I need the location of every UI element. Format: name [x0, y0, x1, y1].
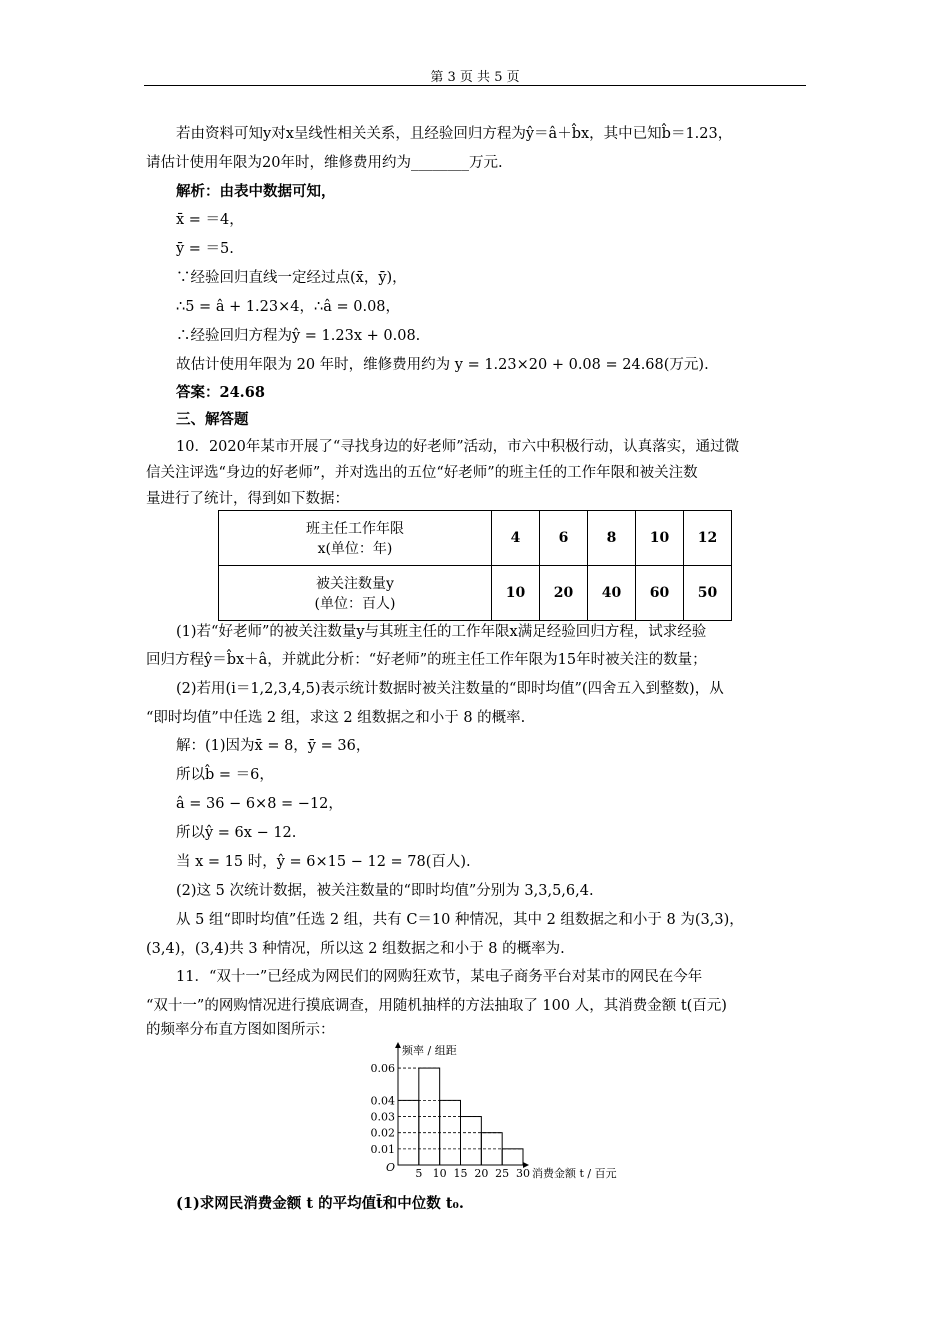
q10-part2-1: (2)若用(i＝1,2,3,4,5)表示统计数据时被关注数量的“即时均值”(四舍五入到整数)，从: [176, 681, 724, 697]
y-tick-label: 0.04: [370, 1094, 395, 1108]
x-tick-label: 25: [495, 1167, 510, 1180]
x-tick-label: 5: [415, 1167, 423, 1180]
y-tick-label: 0.01: [370, 1142, 395, 1156]
row-label-line: x(单位：年): [317, 541, 393, 557]
x-tick-label: 15: [453, 1167, 468, 1180]
q10-solution-6: (2)这 5 次统计数据，被关注数量的“即时均值”分别为 3,3,5,6,4.: [176, 883, 594, 899]
histogram: [360, 1040, 620, 1185]
row-label-line: 被关注数量y: [316, 576, 394, 592]
table-row-label: [219, 566, 492, 621]
solution-label: 解析：由表中数据可知，: [176, 183, 336, 200]
table-row: [219, 566, 732, 621]
table-cell: 12: [684, 511, 732, 566]
q10-part1-2: 回归方程ŷ＝b̂x＋â，并就此分析：“好老师”的班主任工作年限为15年时被关注的数量；: [146, 652, 707, 668]
x-tick-label: 20: [474, 1167, 489, 1180]
x-axis-label: 消费金额 t / 百元: [532, 1167, 617, 1180]
origin-label: O: [386, 1161, 396, 1174]
x-tick-label: 10: [432, 1167, 447, 1180]
solution-step-3: ∴经验回归方程为ŷ = 1.23x + 0.08.: [176, 328, 421, 344]
header-rule: [144, 85, 806, 86]
table-cell: 20: [540, 566, 588, 621]
histogram-bar: [461, 1117, 482, 1165]
table-cell: 10: [636, 511, 684, 566]
table-row-label: [219, 511, 492, 566]
q10-solution-5: 当 x = 15 时，ŷ = 6×15 − 12 = 78(百人).: [176, 854, 471, 870]
chart-bars: [398, 1068, 523, 1165]
q10-text-1: 10．2020年某市开展了“寻找身边的好老师”活动，市六中积极行动，认真落实，通过微: [176, 439, 740, 455]
row-label-line: (单位：百人): [314, 596, 396, 612]
solution-step-2: ∴5 = â + 1.23×4，∴â = 0.08，: [176, 299, 401, 315]
histogram-bar: [502, 1149, 523, 1165]
solution-step-4: 故估计使用年限为 20 年时，维修费用约为 y = 1.23×20 + 0.08 = 24.68(万元).: [176, 357, 709, 373]
table-cell: 50: [684, 566, 732, 621]
section-heading: 三、解答题: [176, 411, 249, 428]
table-cell: 4: [492, 511, 540, 566]
q11-part1: (1)求网民消费金额 t 的平均值t̄和中位数 t₀.: [176, 1195, 464, 1212]
x-tick-labels: [415, 1167, 530, 1180]
q10-solution-4: 所以ŷ = 6x − 12.: [176, 825, 297, 841]
q10-solution-1: 解：(1)因为x̄ = 8，ȳ = 36，: [176, 738, 371, 754]
q10-text-2: 信关注评选“身边的好老师”，并对选出的五位“好老师”的班主任的工作年限和被关注数: [146, 465, 698, 481]
q10-solution-2: 所以b̂ = ＝6，: [176, 767, 274, 783]
table-cell: 8: [588, 511, 636, 566]
y-axis-arrow: [395, 1042, 401, 1048]
x-tick-label: 30: [516, 1167, 530, 1180]
q10-part1-1: (1)若“好老师”的被关注数量y与其班主任的工作年限x满足经验回归方程，试求经验: [176, 624, 707, 640]
table-cell: 10: [492, 566, 540, 621]
table-cell: 40: [588, 566, 636, 621]
q10-part2-2: “即时均值”中任选 2 组，求这 2 组数据之和小于 8 的概率.: [146, 710, 526, 726]
q9-text-1: 若由资料可知y对x呈线性相关关系，且经验回归方程为ŷ＝â＋b̂x，其中已知b̂＝1.23，: [176, 126, 733, 142]
table-row: [219, 511, 732, 566]
answer: 答案：24.68: [176, 384, 265, 401]
solution-ybar: ȳ = ＝5.: [176, 241, 234, 257]
y-tick-label: 0.06: [370, 1062, 395, 1076]
solution-xbar: x̄ = ＝4，: [176, 212, 244, 228]
page-number: 第 3 页 共 5 页: [430, 70, 520, 85]
y-tick-labels: [371, 1062, 396, 1156]
y-axis-label: 频率 / 组距: [402, 1044, 457, 1057]
q9-text-2: 请估计使用年限为20年时，维修费用约为________万元.: [146, 155, 503, 171]
y-tick-label: 0.02: [370, 1126, 395, 1140]
y-tick-label: 0.03: [370, 1110, 395, 1124]
q10-text-3: 量进行了统计，得到如下数据：: [146, 491, 349, 507]
solution-step-1: ∵经验回归直线一定经过点(x̄，ȳ)，: [176, 270, 407, 286]
q10-solution-3: â = 36 − 6×8 = −12，: [176, 796, 343, 812]
q10-solution-7: 从 5 组“即时均值”任选 2 组，共有 C＝10 种情况，其中 2 组数据之和小于 8 为(3,3)，: [176, 912, 744, 928]
table-cell: 6: [540, 511, 588, 566]
table-cell: 60: [636, 566, 684, 621]
q11-text-3: 的频率分布直方图如图所示：: [146, 1022, 335, 1038]
q10-solution-8: (3,4)，(3,4)共 3 种情况，所以这 2 组数据之和小于 8 的概率为.: [146, 941, 565, 957]
q11-text-1: 11．“双十一”已经成为网民们的网购狂欢节，某电子商务平台对某市的网民在今年: [176, 969, 703, 985]
data-table: [218, 510, 732, 621]
row-label-line: 班主任工作年限: [306, 521, 404, 537]
q11-text-2: “双十一”的网购情况进行摸底调查，用随机抽样的方法抽取了 100 人，其消费金额 t(百元): [146, 998, 727, 1014]
